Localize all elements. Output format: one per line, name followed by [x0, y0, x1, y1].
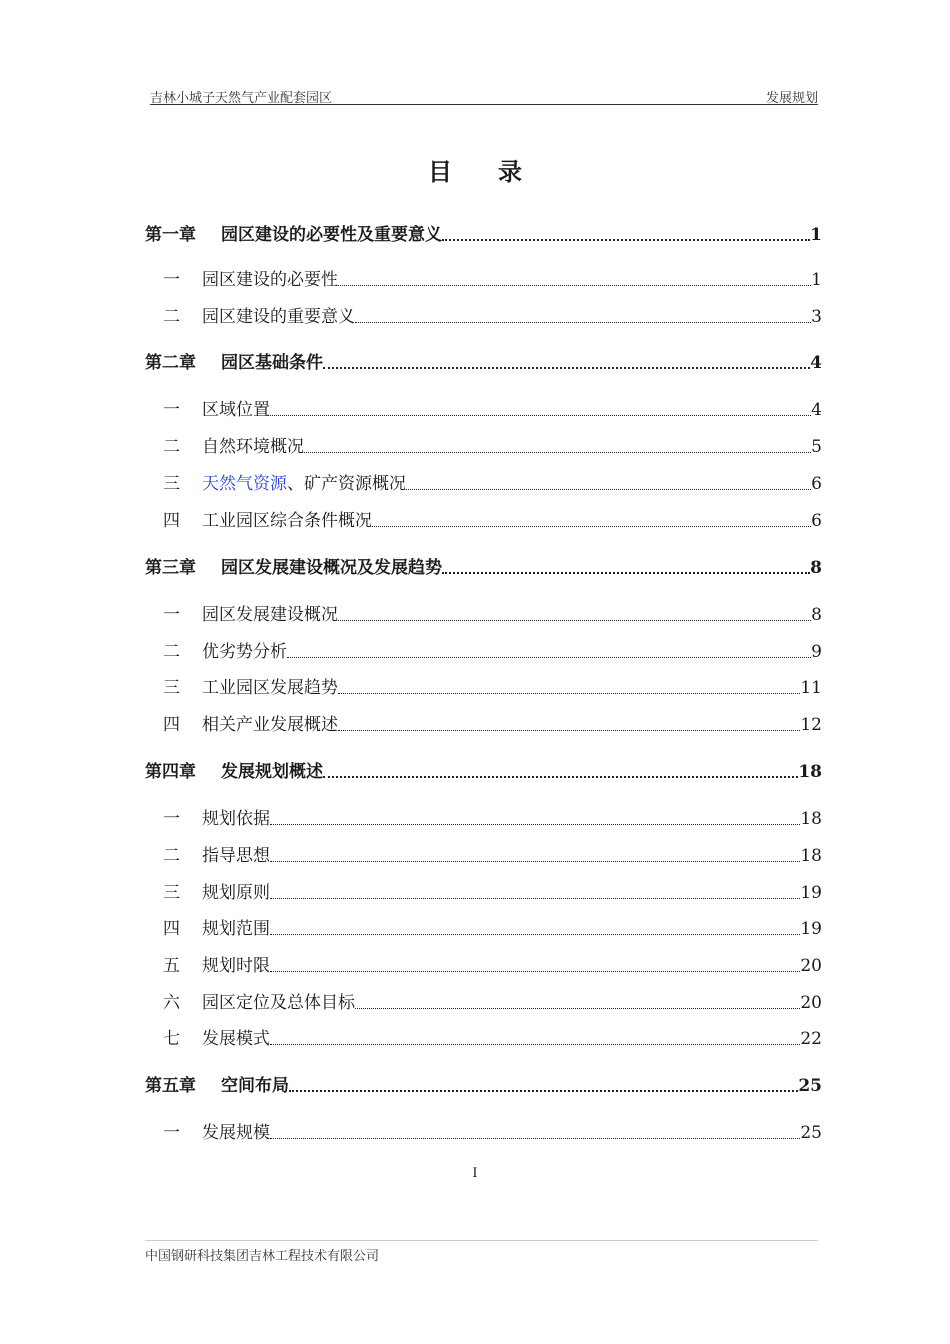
toc-chapter-entry[interactable]: [145, 557, 822, 579]
toc-dot-leader: [270, 1042, 800, 1045]
toc-dot-leader: [270, 859, 800, 862]
toc-entry-label-text: 自然环境概况: [202, 437, 304, 457]
toc-section-entry[interactable]: [145, 918, 822, 940]
toc-entry-page: 11: [800, 678, 822, 698]
toc-entry-label-text: 园区建设的必要性及重要意义: [221, 225, 442, 245]
toc-entry-number: 二: [163, 846, 180, 866]
toc-section-entry[interactable]: [145, 604, 822, 626]
toc-entry-page: 6: [811, 474, 822, 494]
toc-dot-leader: [338, 618, 811, 621]
toc-chapter-entry[interactable]: [145, 1075, 822, 1097]
toc-entry-label: [221, 352, 323, 374]
toc-entry-number: 四: [163, 919, 180, 939]
toc-entry-page: 25: [798, 1076, 822, 1096]
toc-entry-page: 18: [798, 762, 822, 782]
toc-dot-leader: [270, 896, 800, 899]
toc-entry-number: 第四章: [145, 762, 196, 782]
toc-section-entry[interactable]: [145, 306, 822, 328]
toc-section-entry[interactable]: [145, 992, 822, 1014]
toc-entry-page: 1: [811, 270, 822, 290]
toc-entry-label-text: 、矿产资源概况: [287, 474, 406, 494]
toc-entry-label: [202, 1122, 270, 1144]
toc-entry-label-text: 工业园区综合条件概况: [202, 511, 372, 531]
toc-section-entry[interactable]: [145, 269, 822, 291]
toc-entry-label-text: 发展规模: [202, 1123, 270, 1143]
toc-entry-number: 第一章: [145, 225, 196, 245]
footer-company: 中国钢研科技集团吉林工程技术有限公司: [145, 1240, 818, 1264]
toc-entry-label: [221, 761, 323, 783]
toc-entry-label: [202, 714, 338, 736]
toc-dot-leader: [338, 691, 800, 694]
toc-section-entry[interactable]: [145, 436, 822, 458]
toc-section-entry[interactable]: [145, 399, 822, 421]
toc-section-entry[interactable]: [145, 1028, 822, 1050]
toc-entry-number: 二: [163, 642, 180, 662]
toc-entry-number: 七: [163, 1029, 180, 1049]
toc-section-entry[interactable]: [145, 714, 822, 736]
toc-entry-number: 一: [163, 605, 180, 625]
toc-entry-number: 五: [163, 956, 180, 976]
toc-entry-label: [202, 955, 270, 977]
toc-dot-leader: [270, 932, 800, 935]
toc-entry-page: 25: [800, 1123, 822, 1143]
toc-entry-label-text: 指导思想: [202, 846, 270, 866]
toc-entry-page: 1: [810, 225, 822, 245]
toc-entry-page: 3: [811, 307, 822, 327]
toc-entry-label: [202, 510, 372, 532]
toc-entry-label: [202, 604, 338, 626]
toc-entry-number: 六: [163, 993, 180, 1013]
toc-entry-number: 第二章: [145, 353, 196, 373]
toc-entry-label-text: 园区建设的必要性: [202, 270, 338, 290]
toc-entry-number: 三: [163, 474, 180, 494]
toc-entry-label: [202, 306, 355, 328]
toc-entry-label-text: 园区建设的重要意义: [202, 307, 355, 327]
toc-section-entry[interactable]: [145, 882, 822, 904]
toc-entry-number: 三: [163, 678, 180, 698]
toc-dot-leader: [270, 413, 811, 416]
toc-dot-leader: [270, 1136, 800, 1139]
toc-chapter-entry[interactable]: [145, 352, 822, 374]
toc-chapter-entry[interactable]: [145, 761, 822, 783]
toc-entry-label: [202, 1028, 270, 1050]
toc-entry-label: [202, 808, 270, 830]
toc-entry-label-text: 规划原则: [202, 883, 270, 903]
toc-section-entry[interactable]: [145, 845, 822, 867]
toc-entry-page: 18: [800, 809, 822, 829]
toc-section-entry[interactable]: [145, 473, 822, 495]
toc-entry-label: [202, 992, 355, 1014]
toc-dot-leader: [323, 774, 798, 778]
toc-entry-label-text: 规划范围: [202, 919, 270, 939]
toc-entry-page: 12: [800, 715, 822, 735]
toc-chapter-entry[interactable]: [145, 224, 822, 246]
toc-entry-label: [202, 436, 304, 458]
toc-section-entry[interactable]: [145, 1122, 822, 1144]
toc-entry-label-text: 发展规划概述: [221, 762, 323, 782]
toc-entry-number: 三: [163, 883, 180, 903]
toc-entry-label-highlight: 天然气资源: [202, 474, 287, 494]
toc-entry-page: 20: [800, 993, 822, 1013]
toc-entry-page: 8: [811, 605, 822, 625]
toc-entry-label-text: 区域位置: [202, 400, 270, 420]
toc-dot-leader: [289, 1088, 798, 1092]
toc-entry-page: 18: [800, 846, 822, 866]
toc-dot-leader: [372, 524, 811, 527]
header-document-name: 吉林小城子天然气产业配套园区: [150, 91, 333, 106]
toc-entry-page: 22: [800, 1029, 822, 1049]
toc-dot-leader: [355, 320, 811, 323]
toc-entry-label: [202, 677, 338, 699]
toc-entry-label-text: 相关产业发展概述: [202, 715, 338, 735]
toc-entry-page: 9: [811, 642, 822, 662]
toc-dot-leader: [338, 283, 811, 286]
toc-dot-leader: [442, 237, 810, 241]
toc-entry-label-text: 发展模式: [202, 1029, 270, 1049]
toc-section-entry[interactable]: [145, 510, 822, 532]
header-section-name: 发展规划: [765, 91, 818, 106]
toc-entry-number: 第三章: [145, 558, 196, 578]
toc-dot-leader: [304, 450, 811, 453]
toc-entry-label-text: 园区发展建设概况: [202, 605, 338, 625]
toc-entry-page: 19: [800, 883, 822, 903]
toc-entry-page: 4: [811, 400, 822, 420]
toc-entry-label-text: 园区定位及总体目标: [202, 993, 355, 1013]
toc-entry-label-text: 优劣势分析: [202, 642, 287, 662]
toc-entry-number: 一: [163, 1123, 180, 1143]
toc-dot-leader: [323, 365, 810, 369]
toc-entry-number: 四: [163, 715, 180, 735]
toc-entry-label-text: 空间布局: [221, 1076, 289, 1096]
toc-dot-leader: [406, 487, 811, 490]
toc-entry-label: [202, 399, 270, 421]
toc-entry-label-text: 园区基础条件: [221, 353, 323, 373]
toc-entry-label: [202, 473, 406, 495]
toc-entry-page: 6: [811, 511, 822, 531]
toc-entry-number: 二: [163, 437, 180, 457]
toc-entry-label: [221, 557, 442, 579]
toc-entry-page: 20: [800, 956, 822, 976]
toc-entry-label: [221, 1075, 289, 1097]
toc-section-entry[interactable]: [145, 955, 822, 977]
toc-entry-number: 一: [163, 270, 180, 290]
toc-entry-number: 一: [163, 809, 180, 829]
page-number: I: [472, 1166, 478, 1181]
toc-entry-page: 5: [811, 437, 822, 457]
toc-entry-label: [202, 918, 270, 940]
toc-title: 目录: [428, 157, 568, 186]
toc-dot-leader: [270, 969, 800, 972]
toc-entry-number: 一: [163, 400, 180, 420]
toc-entry-number: 第五章: [145, 1076, 196, 1096]
toc-entry-label-text: 规划时限: [202, 956, 270, 976]
toc-section-entry[interactable]: [145, 808, 822, 830]
toc-dot-leader: [442, 570, 810, 574]
running-header: [150, 86, 818, 105]
toc-entry-label: [221, 224, 442, 246]
toc-entry-label-text: 园区发展建设概况及发展趋势: [221, 558, 442, 578]
toc-dot-leader: [287, 655, 811, 658]
toc-entry-number: 二: [163, 307, 180, 327]
toc-entry-label: [202, 882, 270, 904]
toc-dot-leader: [355, 1006, 800, 1009]
toc-dot-leader: [270, 822, 800, 825]
toc-dot-leader: [338, 728, 800, 731]
toc-entry-label: [202, 269, 338, 291]
toc-entry-label-text: 规划依据: [202, 809, 270, 829]
toc-entry-page: 8: [810, 558, 822, 578]
toc-entry-page: 4: [810, 353, 822, 373]
toc-entry-label: [202, 641, 287, 663]
toc-entry-page: 19: [800, 919, 822, 939]
toc-entry-label-text: 工业园区发展趋势: [202, 678, 338, 698]
toc-section-entry[interactable]: [145, 677, 822, 699]
toc-section-entry[interactable]: [145, 641, 822, 663]
toc-entry-label: [202, 845, 270, 867]
toc-entry-number: 四: [163, 511, 180, 531]
